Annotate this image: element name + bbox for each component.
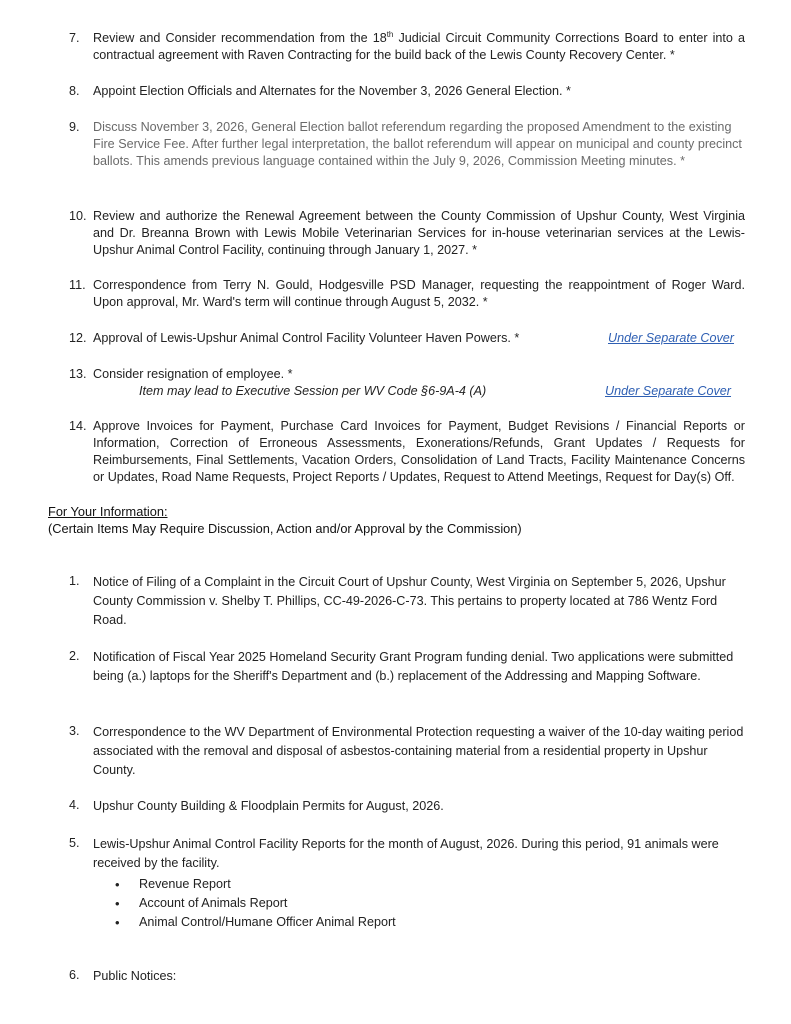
item-text: Consider resignation of employee. * Item may lead to Executive Session per WV Code §6-9A-4 (A) xyxy=(93,366,745,400)
item-number: 6. xyxy=(69,968,80,982)
under-separate-cover-link[interactable]: Under Separate Cover xyxy=(608,331,735,345)
agenda-item-14 xyxy=(69,418,745,486)
agenda-item-11 xyxy=(69,277,745,311)
item-number: 14. xyxy=(69,419,87,433)
fyi-item-4 xyxy=(69,797,745,816)
item-text: Discuss November 3, 2026, General Election ballot referendum regarding the proposed Amendment to the existing Fire Service Fee. After further legal interpretation, the ballot referendum will appear on municipal and county precinct ballots. This amends previous language contained within the July 9, 2026, Commission Meeting minutes. * xyxy=(93,120,742,168)
report-list xyxy=(93,875,745,932)
item-number: 2. xyxy=(69,649,80,663)
fyi-subheading: (Certain Items May Require Discussion, Action and/or Approval by the Commission) xyxy=(48,521,522,536)
fyi-item-1 xyxy=(69,573,745,630)
item-text: Appoint Election Officials and Alternates for the November 3, 2026 General Election. * xyxy=(93,84,571,98)
item-text: Approve Invoices for Payment, Purchase Card Invoices for Payment, Budget Revisions / Financial Reports or Information, Correction of Erroneous Assessments, Exonerations/Refunds, Grant Updates / Requests for Reimbursements, Final Settlements, Vacation Orders, Consolidation of Land Tracts, Facility Maintenance Concerns or Updates, Road Name Requests, Project Reports / Updates, Request to Attend Meetings, Request for Day(s) Off. xyxy=(93,419,745,484)
list-item: • Animal Control/Humane Officer Animal Report xyxy=(139,913,745,932)
item-number: 9. xyxy=(69,120,80,134)
item-text: Public Notices: xyxy=(93,969,177,983)
fyi-item-2 xyxy=(69,648,745,686)
item-number: 12. xyxy=(69,331,87,345)
fyi-section-heading xyxy=(48,503,748,537)
item-text: Correspondence from Terry N. Gould, Hodgesville PSD Manager, requesting the reappointment of Roger Ward. Upon approval, Mr. Ward's term will continue through August 5, 2032. * xyxy=(93,278,745,309)
item-text: Review and Consider recommendation from the 18th Judicial Circuit Community Corrections Board to enter into a contractual agreement with Raven Contracting for the build back of the Lewis County Recovery Center. * xyxy=(93,29,745,62)
fyi-heading: For Your Information: xyxy=(48,504,168,519)
item-text: Correspondence to the WV Department of Environmental Protection requesting a waiver of the 10-day waiting period associated with the removal and disposal of asbestos-containing material from a residential property in Upshur County. xyxy=(93,725,744,777)
item-number: 4. xyxy=(69,798,80,812)
item-text: Upshur County Building & Floodplain Permits for August, 2026. xyxy=(93,799,444,813)
list-item: • Revenue Report xyxy=(139,875,745,894)
fyi-item-5 xyxy=(69,835,745,932)
item-number: 7. xyxy=(69,31,80,45)
item-text: Approval of Lewis-Upshur Animal Control Facility Volunteer Haven Powers. * xyxy=(93,331,520,345)
fyi-item-3 xyxy=(69,723,745,780)
item-number: 13. xyxy=(69,367,87,381)
item-text: Notification of Fiscal Year 2025 Homeland Security Grant Program funding denial. Two applications were submitted being (a.) laptops for the Sheriff's Department and (b.) replacement of the Addressing and Mapping Software. xyxy=(93,650,734,683)
item-subtext: Item may lead to Executive Session per WV Code §6-9A-4 (A) xyxy=(139,384,487,398)
item-number: 11. xyxy=(69,278,86,292)
under-separate-cover-link[interactable]: Under Separate Cover xyxy=(605,384,732,398)
agenda-item-10 xyxy=(69,208,745,259)
item-number: 1. xyxy=(69,574,80,588)
item-text: Review and authorize the Renewal Agreement between the County Commission of Upshur County, West Virginia and Dr. Breanna Brown with Lewis Mobile Veterinarian Services for in-house veterinarian services at the Lewis-Upshur Animal Control Facility, continuing through January 1, 2027. * xyxy=(93,209,745,257)
agenda-item-9 xyxy=(69,119,745,170)
list-item: • Account of Animals Report xyxy=(139,894,745,913)
item-text: Notice of Filing of a Complaint in the Circuit Court of Upshur County, West Virginia on September 5, 2026, Upshur County Commission v. Shelby T. Phillips, CC-49-2026-C-73. This pertains to property located at 786 Wentz Ford Road. xyxy=(93,575,726,627)
agenda-item-8 xyxy=(69,83,745,100)
fyi-item-6 xyxy=(69,967,745,986)
item-text: Lewis-Upshur Animal Control Facility Reports for the month of August, 2026. During this period, 91 animals were received by the facility. • Revenue Report • Account of Animals Report • Animal Control/Humane Officer Animal Report xyxy=(93,835,745,932)
agenda-item-7 xyxy=(69,30,745,64)
item-number: 8. xyxy=(69,84,80,98)
item-number: 5. xyxy=(69,836,80,850)
item-number: 10. xyxy=(69,209,87,223)
item-number: 3. xyxy=(69,724,80,738)
